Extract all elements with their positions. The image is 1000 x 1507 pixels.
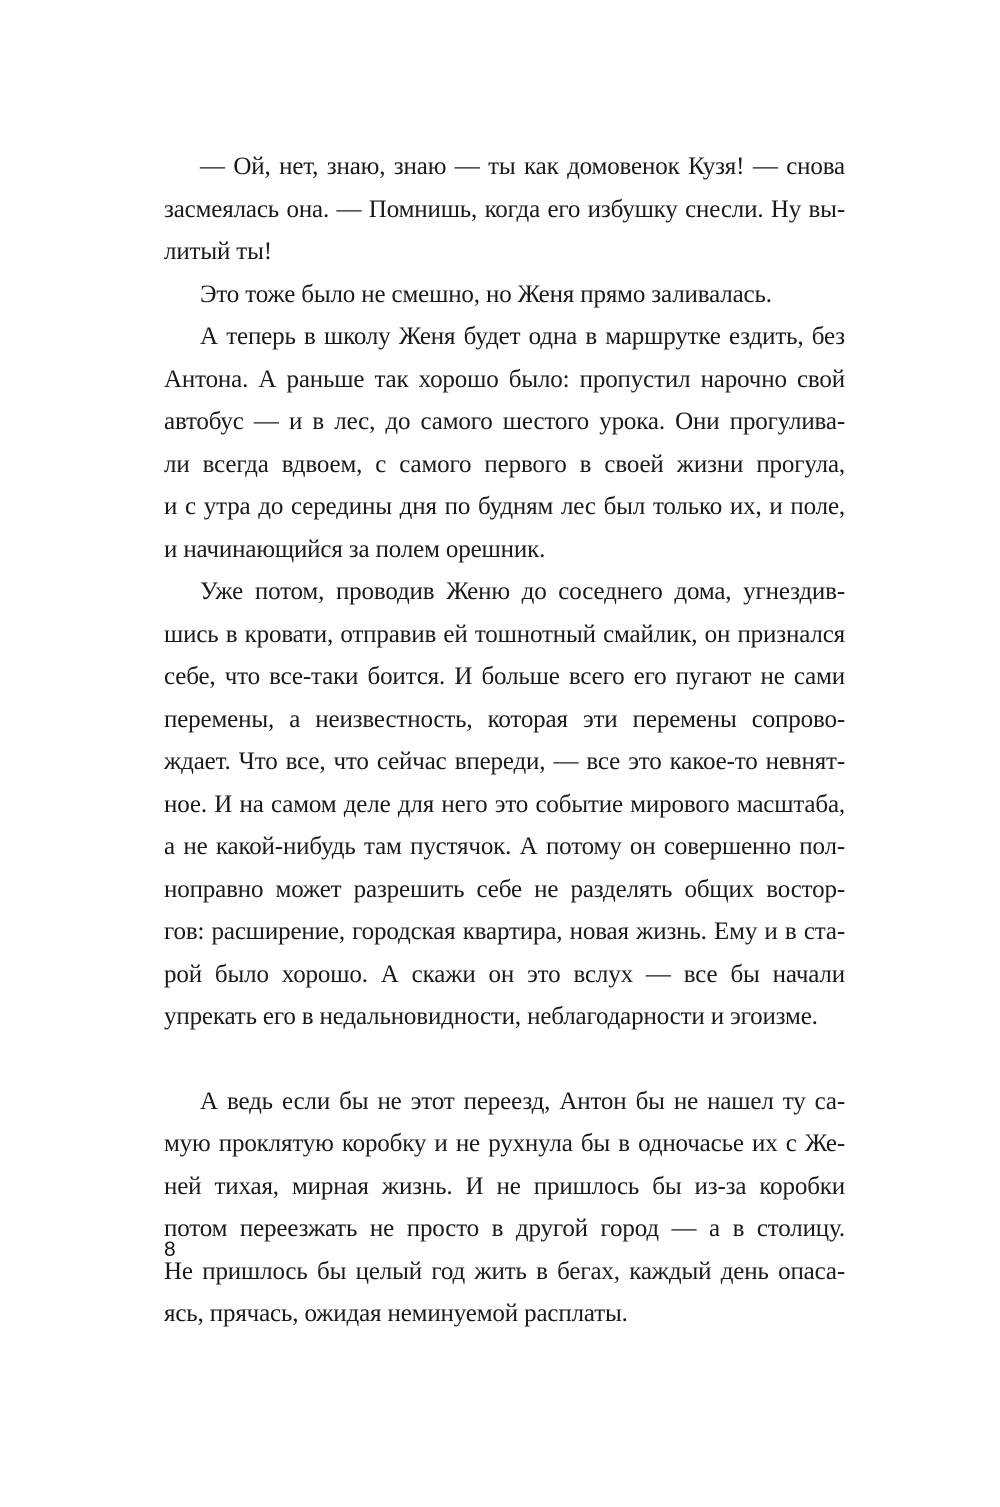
text-line: рой было хорошо. А скажи он это вслух — все бы начали: [164, 960, 845, 988]
paragraph-2: [164, 274, 845, 317]
text-line: Антона. А раньше так хорошо было: пропустил нарочно свой: [164, 365, 845, 393]
text-line: Уже потом, проводив Женю до соседнего дома, угнездив-: [200, 578, 845, 605]
text-line: ясь, прячась, ожидая неминуемой расплаты.: [164, 1300, 628, 1327]
text-line: А теперь в школу Женя будет одна в маршрутке ездить, без: [200, 323, 845, 350]
text-line: себе, что все-таки боится. И больше всего его пугают не сами: [164, 663, 845, 690]
paragraph-5: [164, 1081, 845, 1336]
paragraph-4: [164, 571, 845, 1039]
text-line: автобус — и в лес, до самого шестого урока. Они прогулива-: [164, 408, 845, 435]
text-line: ли всегда вдвоем, с самого первого в своей жизни прогула,: [164, 450, 845, 478]
text-line: мую проклятую коробку и не рухнула бы в одночасье их с Же-: [164, 1130, 845, 1157]
text-line: ное. И на самом деле для него это событие мирового масштаба,: [164, 790, 845, 818]
text-line: засмеялась она. — Помнишь, когда его избушку снесли. Ну вы-: [164, 195, 845, 223]
paragraph-1: [164, 146, 845, 274]
text-line: — Ой, нет, знаю, знаю — ты как домовенок Кузя! — снова: [200, 153, 845, 180]
page-body: [164, 146, 845, 1336]
text-line: упрекать его в недальновидности, неблагодарности и эгоизме.: [164, 1003, 818, 1030]
text-line: ноправно может разрешить себе не разделять общих востор-: [164, 875, 845, 903]
text-line: Не пришлось бы целый год жить в бегах, каждый день опаса-: [164, 1257, 845, 1285]
text-line: ней тихая, мирная жизнь. И не пришлось бы из-за коробки: [164, 1172, 845, 1200]
text-line: и начинающийся за полем орешник.: [164, 535, 546, 563]
text-line: ждает. Что все, что сейчас впереди, — все это какое-то невнят-: [164, 748, 845, 775]
text-line: Это тоже было не смешно, но Женя прямо заливалась.: [200, 280, 772, 308]
text-line: перемены, а неизвестность, которая эти перемены сопрово-: [164, 705, 845, 733]
page-number: 8: [164, 1238, 176, 1261]
paragraph-3: [164, 316, 845, 571]
text-line: потом переезжать не просто в другой город — а в столицу.: [164, 1215, 845, 1242]
text-line: гов: расширение, городская квартира, новая жизнь. Ему и в ста-: [164, 918, 845, 945]
text-line: и с утра до середины дня по будням лес был только их, и поле,: [164, 493, 845, 520]
text-line: литый ты!: [164, 238, 272, 265]
section-break: [164, 1039, 845, 1081]
text-line: а не какой-нибудь там пустячок. А потому он совершенно пол-: [164, 833, 845, 860]
text-line: шись в кровати, отправив ей тошнотный смайлик, он признался: [164, 620, 845, 648]
text-line: А ведь если бы не этот переезд, Антон бы не нашел ту са-: [200, 1087, 845, 1115]
